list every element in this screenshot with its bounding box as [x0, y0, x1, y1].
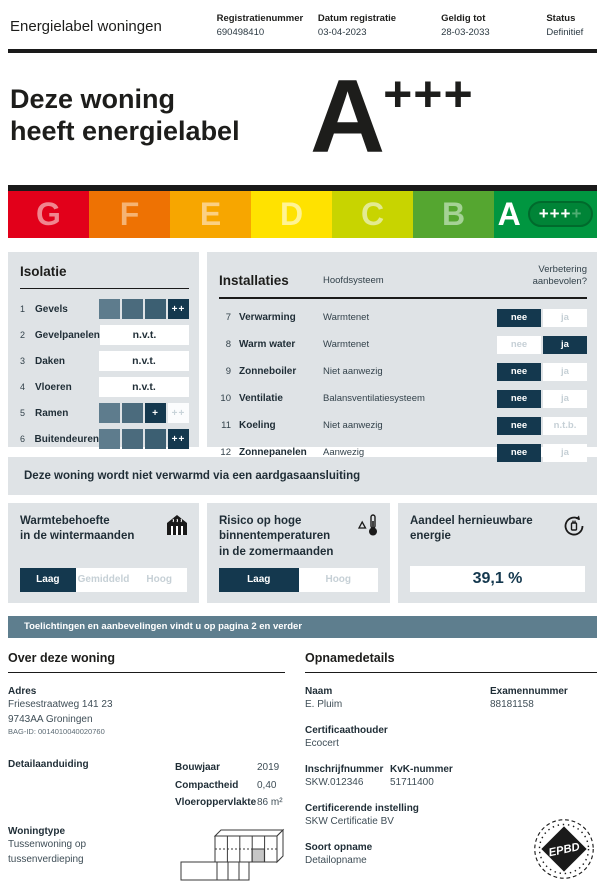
- installaties-title: Installaties: [219, 273, 289, 289]
- card-title-line: in de zomermaanden: [219, 545, 334, 558]
- toggle-ja: ja: [543, 363, 587, 381]
- label-plusses: +++: [383, 65, 474, 122]
- zomer-risico-card: [207, 503, 390, 603]
- improve-toggle: [497, 444, 587, 462]
- valid-until-field: [441, 12, 546, 41]
- scale-letter: D: [279, 195, 304, 232]
- row-number: 4: [20, 382, 26, 392]
- certificaathouder-label: Certificaathouder: [305, 725, 388, 736]
- improve-toggle: [497, 336, 587, 354]
- toggle-ja: ja: [543, 336, 587, 354]
- inschrijfnummer-label: Inschrijfnummer: [305, 764, 384, 775]
- toggle-ntb: n.t.b.: [543, 417, 587, 435]
- row-system: Niet aanwezig: [323, 366, 383, 378]
- fact-vloeroppervlakte: [175, 794, 283, 812]
- adres-label: Adres: [8, 686, 37, 697]
- verbetering-column-label: [497, 264, 587, 289]
- scale-segment-b: [413, 191, 494, 238]
- row-number: 2: [20, 330, 26, 340]
- warmtebehoefte-card: [8, 503, 199, 603]
- bar-segment: [145, 299, 166, 319]
- card-title-line: Warmtebehoefte: [20, 514, 110, 527]
- over-deze-woning-title: Over deze woning: [8, 650, 115, 665]
- row-label: Daken: [35, 355, 66, 367]
- opnamedetails-section: [305, 651, 597, 889]
- detailaanduiding-label: Detailaanduiding: [8, 759, 89, 770]
- woningtype-label: Woningtype: [8, 825, 66, 837]
- row-label: Vloeren: [35, 381, 72, 393]
- installaties-row-verwarming: [219, 309, 587, 327]
- soort-opname-value: Detailopname: [305, 855, 367, 866]
- scale-segment-f: [89, 191, 170, 238]
- scale-letter: E: [199, 195, 222, 232]
- card-title: [219, 514, 378, 561]
- energy-scale: [8, 185, 597, 238]
- isolatie-divider: [20, 288, 189, 290]
- verbetering-line2: aanbevolen?: [532, 275, 587, 287]
- hero-title-line1: Deze woning: [10, 83, 176, 114]
- row-number: 1: [20, 304, 26, 314]
- installaties-panel: [207, 252, 597, 459]
- installaties-header: [219, 264, 587, 289]
- hernieuwbare-energie-card: [398, 503, 597, 603]
- scale-letter: G: [36, 195, 61, 232]
- pill-dim-plus: +: [571, 203, 583, 223]
- bar-segment: [122, 299, 143, 319]
- registration-date-label: Datum registratie: [317, 13, 397, 24]
- row-number: 12: [220, 447, 231, 459]
- adres-line2: 9743AA Groningen: [8, 714, 93, 725]
- fact-value: 0,40: [257, 779, 277, 791]
- row-label: Zonneboiler: [239, 366, 297, 378]
- row-number: 11: [221, 420, 231, 432]
- bar-segment: [145, 429, 166, 449]
- scale-bar: [8, 191, 597, 238]
- bag-id: BAG-ID: 0014010040020760: [8, 727, 105, 736]
- bar-segment-active: ++: [168, 429, 189, 449]
- hoofdsysteem-column-label: Hoofdsysteem: [323, 275, 384, 287]
- installaties-row-warm-water: [219, 336, 587, 354]
- row-system: Aanwezig: [323, 447, 365, 459]
- section-divider: [305, 672, 597, 674]
- improve-toggle: [497, 309, 587, 327]
- toggle-ja: ja: [543, 444, 587, 462]
- row-label: Ramen: [35, 407, 69, 419]
- row-label: Buitendeuren: [34, 433, 99, 445]
- inschrijfnummer-value: SKW.012346: [305, 777, 364, 788]
- plus-pill: [528, 201, 594, 227]
- pill-plusses: +++: [538, 203, 572, 223]
- option-laag: Laag: [219, 568, 299, 592]
- zomer-risico-options: [219, 568, 378, 592]
- no-gas-banner: Deze woning wordt niet verwarmd via een aardgasaansluiting: [8, 457, 597, 495]
- fact-bouwjaar: [175, 759, 283, 777]
- row-label: Zonnepanelen: [239, 447, 307, 459]
- installaties-row-ventilatie: [219, 390, 587, 408]
- row-number: 9: [225, 366, 231, 378]
- document-header: [8, 0, 597, 49]
- isolatie-row-vloeren: [20, 377, 189, 397]
- over-deze-woning-section: [8, 651, 285, 889]
- scale-segment-c: [332, 191, 413, 238]
- bar-segment-off: ++: [168, 403, 189, 423]
- energy-label-value: [310, 58, 474, 175]
- row-number: 10: [220, 393, 231, 405]
- option-gemiddeld: Gemiddeld: [76, 568, 132, 592]
- card-title: [410, 514, 585, 545]
- kvk-nummer-label: KvK-nummer: [390, 764, 453, 775]
- naam-value: E. Pluim: [305, 699, 343, 710]
- row-label: Gevels: [35, 303, 68, 315]
- status-value: Definitief: [546, 27, 584, 39]
- epbd-seal-icon: [531, 816, 597, 887]
- nvt-box: n.v.t.: [100, 325, 189, 345]
- isolatie-row-ramen: [20, 403, 189, 423]
- bar-segment: [99, 403, 120, 423]
- nvt-box: n.v.t.: [99, 351, 189, 371]
- scale-segment-d: [251, 191, 332, 238]
- card-title-line: energie: [410, 530, 451, 543]
- row-label: Koeling: [239, 420, 276, 432]
- soort-opname-label: Soort opname: [305, 842, 373, 853]
- registration-date-value: 03-04-2023: [317, 27, 367, 39]
- hero-title: [10, 75, 310, 149]
- improve-toggle: [497, 417, 587, 435]
- toggle-ja: ja: [543, 309, 587, 327]
- fact-value: 2019: [257, 762, 280, 773]
- scale-letter: A: [497, 195, 521, 232]
- house-heat-icon: [165, 513, 189, 542]
- renewable-share-value: 39,1 %: [410, 566, 585, 592]
- row-number: 8: [225, 339, 231, 351]
- examennummer-value: 88181158: [490, 699, 534, 710]
- opnamedetails-title: Opnamedetails: [305, 650, 395, 665]
- isolatie-row-buitendeuren: [20, 429, 189, 449]
- improve-toggle: [497, 390, 587, 408]
- toggle-nee: nee: [497, 417, 541, 435]
- scale-letter: B: [441, 195, 466, 232]
- row-system: Warmtenet: [323, 312, 370, 324]
- bar-segment: [99, 299, 120, 319]
- isolatie-panel: [8, 252, 199, 447]
- toggle-nee: nee: [497, 444, 541, 462]
- registration-number-label: Registratienummer: [216, 13, 304, 24]
- scale-segment-g: [8, 191, 89, 238]
- card-title-line: binnentemperaturen: [219, 530, 331, 543]
- toggle-ja: ja: [543, 390, 587, 408]
- status-field: [546, 12, 595, 41]
- scale-letter: C: [360, 195, 385, 232]
- valid-until-value: 28-03-2033: [441, 27, 490, 39]
- woningtype-line1: Tussenwoning op: [8, 838, 87, 850]
- label-letter: A: [310, 58, 384, 175]
- building-position-illustration: [173, 826, 285, 889]
- valid-until-label: Geldig tot: [441, 13, 486, 24]
- installaties-divider: [219, 297, 587, 299]
- bar-segment-active: ++: [168, 299, 189, 319]
- scale-segment-e: [170, 191, 251, 238]
- renewable-energy-icon: [561, 513, 587, 544]
- rating-bar: [99, 299, 189, 319]
- fact-label: Vloeroppervlakte: [175, 797, 257, 808]
- registration-number-value: 690498410: [216, 27, 265, 39]
- registration-date-field: [318, 12, 441, 41]
- status-label: Status: [546, 13, 576, 24]
- row-label: Verwarming: [239, 312, 296, 324]
- certificaathouder-value: Ecocert: [305, 738, 339, 749]
- card-title-line: in de wintermaanden: [20, 530, 135, 543]
- installaties-row-zonneboiler: [219, 363, 587, 381]
- woning-facts: [175, 759, 283, 812]
- kvk-nummer-value: 51711400: [390, 777, 434, 788]
- option-laag: Laag: [20, 568, 76, 592]
- row-system: Warmtenet: [323, 339, 370, 351]
- toelichtingen-banner: Toelichtingen en aanbevelingen vindt u op pagina 2 en verder: [8, 616, 597, 638]
- registration-number-field: [217, 12, 318, 41]
- bar-segment: [122, 403, 143, 423]
- toggle-nee: nee: [497, 363, 541, 381]
- toggle-nee: nee: [497, 336, 541, 354]
- rating-bar: [99, 429, 189, 449]
- card-title-line: Aandeel hernieuwbare: [410, 514, 533, 527]
- nvt-box: n.v.t.: [99, 377, 189, 397]
- verbetering-line1: Verbetering: [538, 263, 587, 275]
- installaties-row-koeling: [219, 417, 587, 435]
- isolatie-row-daken: [20, 351, 189, 371]
- row-system: Balansventilatiesysteem: [323, 393, 425, 405]
- installaties-row-zonnepanelen: [219, 444, 587, 462]
- woningtype-line2: tussenverdieping: [8, 853, 84, 865]
- option-hoog: Hoog: [131, 568, 187, 592]
- seal-text: EPBD: [547, 840, 581, 859]
- thermometer-warning-icon: [356, 513, 380, 542]
- row-number: 3: [20, 356, 26, 366]
- fact-compactheid: [175, 777, 283, 795]
- bar-segment: [99, 429, 120, 449]
- fact-label: Bouwjaar: [175, 762, 221, 773]
- row-number: 5: [20, 408, 26, 418]
- row-label: Ventilatie: [239, 393, 283, 405]
- improve-toggle: [497, 363, 587, 381]
- certificerende-instelling-label: Certificerende instelling: [305, 803, 419, 814]
- fact-value: 86 m²: [257, 797, 283, 808]
- hero-section: [8, 53, 597, 175]
- certificerende-instelling-value: SKW Certificatie BV: [305, 816, 394, 827]
- row-number: 7: [225, 312, 231, 324]
- isolatie-title: Isolatie: [20, 263, 67, 279]
- document-title: Energielabel woningen: [10, 18, 162, 35]
- rating-bar: [99, 403, 189, 423]
- option-hoog: Hoog: [299, 568, 379, 592]
- scale-segment-a: [494, 191, 597, 238]
- scale-letter: F: [119, 195, 140, 232]
- hero-title-line2: heeft energielabel: [10, 116, 240, 147]
- bar-segment-active: +: [145, 403, 166, 423]
- fact-label: Compactheid: [175, 779, 239, 791]
- row-label: Warm water: [239, 339, 296, 351]
- section-divider: [8, 672, 285, 674]
- isolatie-row-gevels: [20, 299, 189, 319]
- row-number: 6: [20, 434, 26, 444]
- warmtebehoefte-options: [20, 568, 187, 592]
- naam-label: Naam: [305, 686, 333, 697]
- toggle-nee: nee: [497, 390, 541, 408]
- toggle-nee: nee: [497, 309, 541, 327]
- adres-line1: Friesestraatweg 141 23: [8, 699, 113, 710]
- examennummer-label: Examennummer: [490, 686, 568, 697]
- isolatie-row-gevelpanelen: [20, 325, 189, 345]
- row-label: Gevelpanelen: [34, 329, 100, 341]
- card-title-line: Risico op hoge: [219, 514, 302, 527]
- bar-segment: [122, 429, 143, 449]
- row-system: Niet aanwezig: [323, 420, 383, 432]
- card-title: [20, 514, 187, 545]
